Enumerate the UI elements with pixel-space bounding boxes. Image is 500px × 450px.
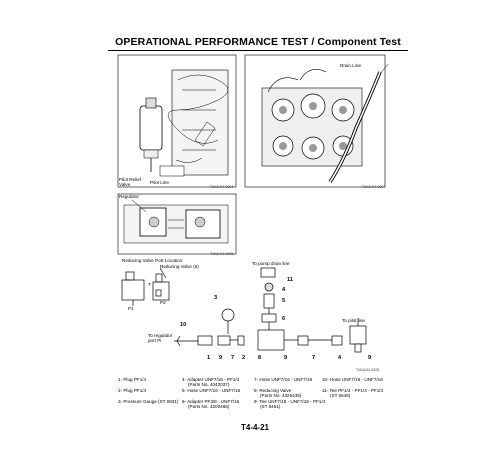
figure-code-top-right: T1KA-04-0007 (362, 185, 386, 189)
item-number: 4 (282, 287, 286, 293)
part-5: 5- Hose UNF7/16 - UNF7/16 (182, 388, 241, 393)
part-11-partno: (ST 6646) (330, 393, 351, 398)
label-reducing-valve: Reducing Valve (8) (160, 264, 199, 269)
top-left-photo (118, 55, 236, 187)
label-port-p1: P1 (128, 306, 134, 311)
label-reducing-valve-port-location: Reducing Valve Port Location (122, 258, 183, 263)
item-number: 6 (282, 316, 286, 322)
label-regulator: Regulator (119, 194, 139, 199)
item-number: 9 (219, 355, 223, 361)
part-10: 10- Hose UNF7/16 - UNF7/16 (322, 377, 383, 382)
top-right-photo (245, 55, 388, 187)
part-9-partno: (ST 6451) (260, 404, 281, 409)
part-7: 7- Hose UNF7/16 - UNF7/16 (254, 377, 313, 382)
page-number: T4-4-21 (240, 423, 269, 432)
label-pilot-line: Pilot Line (150, 180, 169, 185)
item-number: 1 (207, 355, 211, 361)
item-number: 10 (180, 322, 187, 328)
figure-code-middle: T1KA-04-0026 (210, 252, 234, 256)
label-to-regulator-port: To regulator port Pi (148, 333, 173, 344)
item-number: 4 (338, 355, 342, 361)
item-number: 11 (287, 277, 293, 283)
page-title: OPERATIONAL PERFORMANCE TEST / Component Test (115, 36, 401, 48)
label-port-t: T (148, 282, 151, 287)
label-to-pump-drain-line: To pump drain line (252, 261, 290, 266)
item-number: 7 (231, 355, 235, 361)
item-number: 7 (312, 355, 316, 361)
part-11: 11- Tee PF1/4 - PF1/4 - PF1/4 (322, 388, 384, 393)
part-4-partno: (Parts No. 4042037) (188, 382, 230, 387)
item-number: 9 (284, 355, 288, 361)
part-3: 3- Pressure Gauge (ST 6931) (118, 399, 179, 404)
item-number: 5 (282, 298, 286, 304)
item-number: 3 (214, 295, 218, 301)
label-pilot-relief-valve: Pilot Relief Valve (119, 177, 141, 188)
middle-photo (118, 194, 236, 254)
part-9: 9- Tee UNF7/16 - UNF7/16 - PF1/4 (254, 399, 326, 404)
item-number: 8 (258, 355, 262, 361)
part-8: 8- Reducing Valve (254, 388, 292, 393)
part-6-partno: (Parts No. 4200465) (188, 404, 230, 409)
part-4: 4- Adapter UNF7/16 - PF1/4 (182, 377, 240, 382)
item-number: 9 (368, 355, 372, 361)
part-6: 6- Adapter PF3/8 - UNF7/16 (182, 399, 240, 404)
part-8-partno: (Parts No. 4325439) (260, 393, 302, 398)
label-to-pilot-line: To pilot line (342, 318, 365, 323)
label-drain-line: Drain Line (340, 63, 361, 68)
part-1: 1- Plug PF1/4 (118, 377, 147, 382)
hose-assembly-drawing (174, 268, 366, 352)
label-port-p2: P2 (160, 300, 166, 305)
item-number: 2 (242, 355, 246, 361)
part-2: 2- Plug PF1/4 (118, 388, 147, 393)
figure-code-bottom: T1KA-04-0025 (356, 368, 380, 372)
figure-code-top-left: T1KA-04-0004 (210, 185, 234, 189)
